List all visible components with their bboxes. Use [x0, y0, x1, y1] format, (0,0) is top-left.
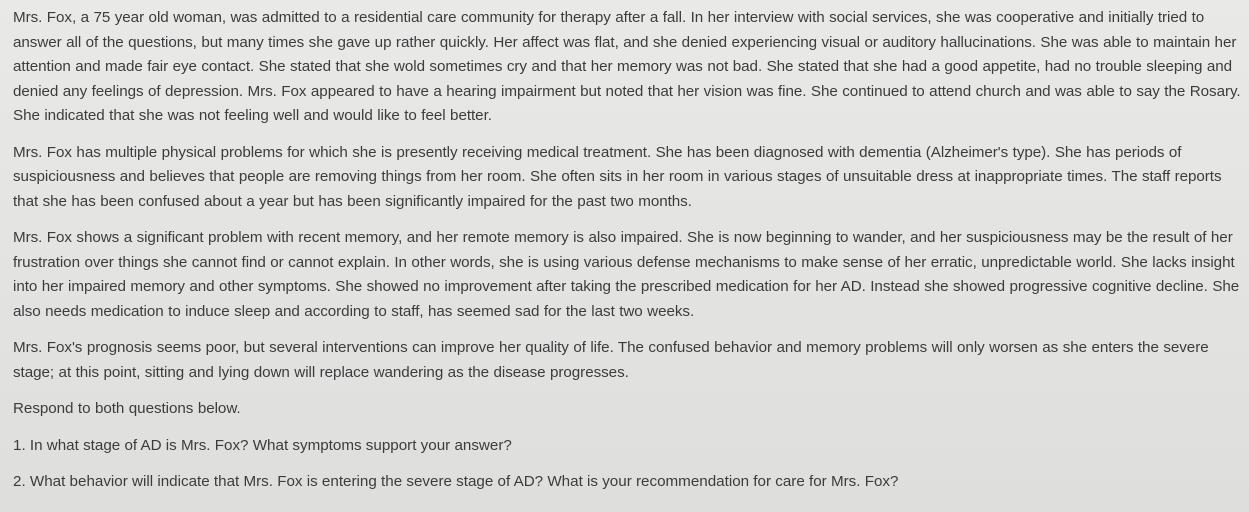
- case-paragraph-4: Mrs. Fox's prognosis seems poor, but several interventions can improve her quality of life. The confused behavior and memory problems will only worsen as she enters the severe stage; at this point, sitting and lying down will replace wandering as the disease progresses.: [13, 339, 1209, 381]
- question-1: 1. In what stage of AD is Mrs. Fox? What symptoms support your answer?: [13, 436, 512, 454]
- paragraph-spacer: [13, 129, 1241, 141]
- case-paragraph-1: Mrs. Fox, a 75 year old woman, was admitted to a residential care community for therapy after a fall. In her interview with social services, she was cooperative and initially tried to answer all of the questions, but many times she gave up rather quickly. Her affect was flat, and she denied experiencing visual or auditory hallucinations. She was able to maintain her attention and made fair eye contact. She stated that she wold sometimes cry and that her memory was not bad. She stated that she had a good appetite, had no trouble sleeping and denied any feelings of depression. Mrs. Fox appeared to have a hearing impairment but noted that her vision was fine. She continued to attend church and was able to say the Rosary. She indicated that she was not feeling well and would like to feel better.: [13, 9, 1241, 124]
- paragraph-spacer: [13, 214, 1241, 226]
- case-paragraph-3: Mrs. Fox shows a significant problem with recent memory, and her remote memory is also impaired. She is now beginning to wander, and her suspiciousness may be the result of her frustration over things she cannot find or cannot explain. In other words, she is using various defense mechanisms to make sense of her erratic, unpredictable world. She lacks insight into her impaired memory and other symptoms. She showed no improvement after taking the prescribed medication for her AD. Instead she showed progressive cognitive decline. She also needs medication to induce sleep and according to staff, has seemed sad for the last two weeks.: [13, 229, 1240, 320]
- paragraph-spacer: [13, 422, 1241, 434]
- paragraph-spacer: [13, 458, 1241, 470]
- case-paragraph-2: Mrs. Fox has multiple physical problems for which she is presently receiving medical treatment. She has been diagnosed with dementia (Alzheimer's type). She has periods of suspiciousness and believes that people are removing things from her room. She often sits in her room in various stages of unsuitable dress at inappropriate times. The staff reports that she has been confused about a year but has been significantly impaired for the past two months.: [13, 143, 1222, 210]
- question-2: 2. What behavior will indicate that Mrs. Fox is entering the severe stage of AD? What is your recommendation for care for Mrs. Fox?: [13, 473, 899, 490]
- paragraph-spacer: [13, 385, 1241, 397]
- instruction-text: Respond to both questions below.: [13, 400, 241, 417]
- paragraph-spacer: [13, 324, 1241, 336]
